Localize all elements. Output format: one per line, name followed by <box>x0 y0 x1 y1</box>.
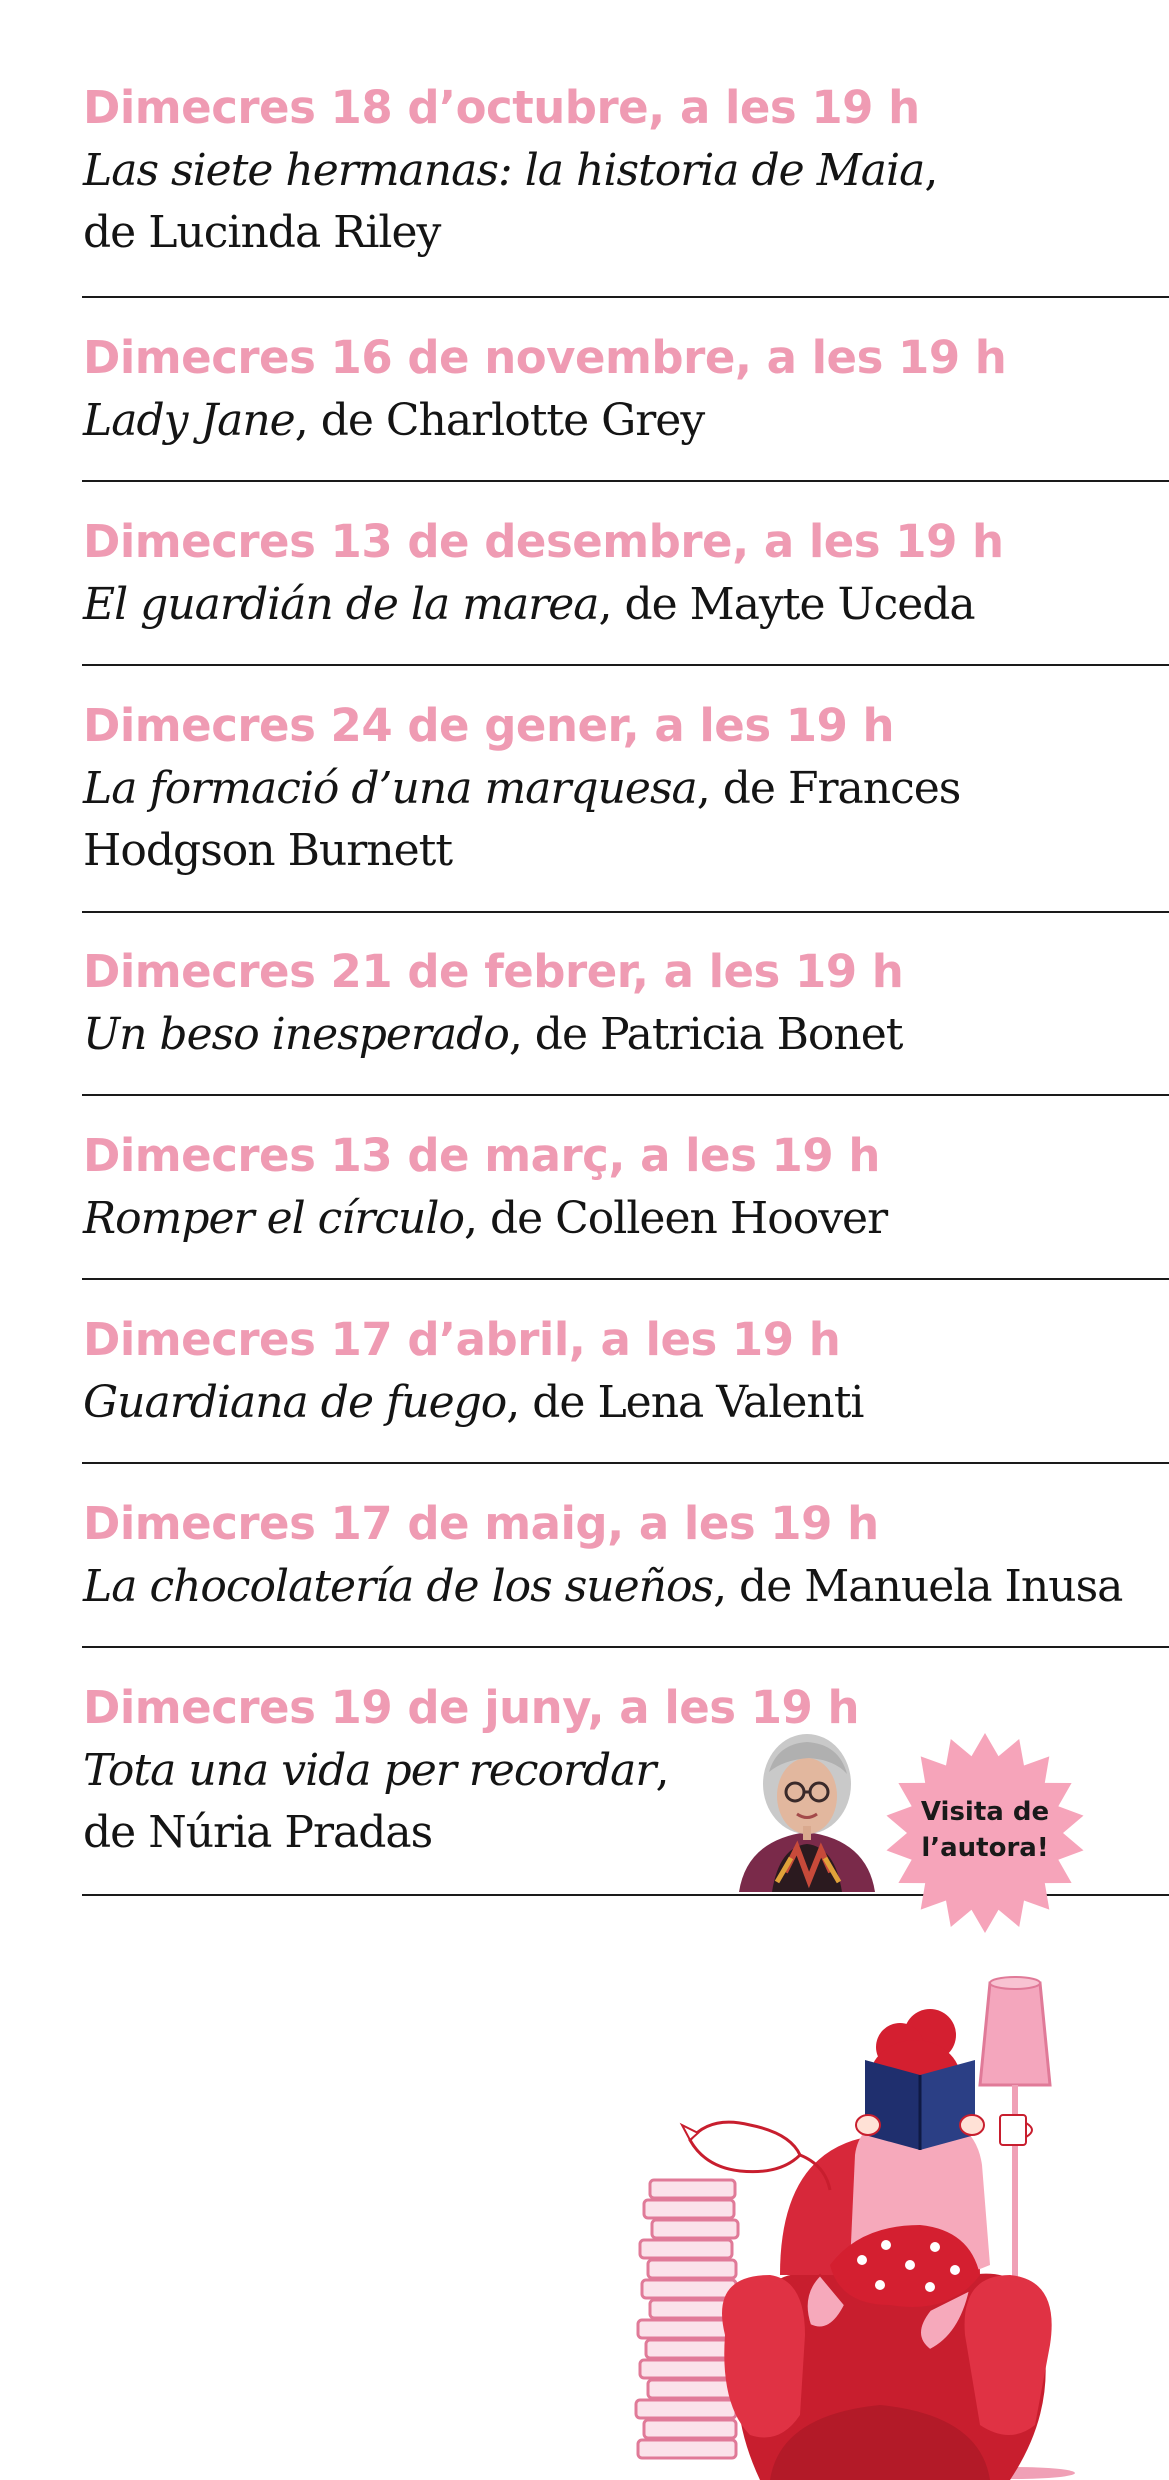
event-item <box>82 1494 1169 1648</box>
book-title: La chocolatería de los sueños <box>83 1561 714 1612</box>
event-item <box>82 512 1169 666</box>
event-item <box>82 1126 1169 1280</box>
book-title: Lady Jane <box>83 395 295 446</box>
book-author: , de Lena Valenti <box>506 1377 864 1428</box>
event-book <box>83 1740 668 1864</box>
event-date: Dimecres 16 de novembre, a les 19 h <box>83 331 1007 384</box>
book-author: , de Mayte Uceda <box>598 579 975 630</box>
event-date: Dimecres 17 de maig, a les 19 h <box>83 1497 879 1550</box>
event-item <box>82 328 1169 482</box>
event-book <box>83 1004 902 1066</box>
event-book <box>83 140 937 264</box>
book-title: Guardiana de fuego <box>83 1377 507 1428</box>
book-author: , <box>655 1745 669 1796</box>
book-title: Las siete hermanas: la historia de Maia <box>83 145 925 196</box>
event-date: Dimecres 13 de desembre, a les 19 h <box>83 515 1004 568</box>
event-item <box>82 942 1169 1096</box>
book-author-line2: de Lucinda Riley <box>83 207 441 258</box>
book-title: Romper el círculo <box>83 1193 464 1244</box>
author-portrait-icon <box>717 1722 897 1892</box>
book-author: , <box>924 145 938 196</box>
book-title: El guardián de la marea <box>83 579 599 630</box>
event-book <box>83 758 960 882</box>
event-item <box>82 1310 1169 1464</box>
badge-line2: l’autora! <box>921 1833 1049 1863</box>
event-date: Dimecres 21 de febrer, a les 19 h <box>83 945 904 998</box>
event-item <box>82 696 1169 913</box>
event-book <box>83 574 975 636</box>
event-date: Dimecres 17 d’abril, a les 19 h <box>83 1313 841 1366</box>
book-author: , de Frances <box>696 763 961 814</box>
event-book <box>83 1372 863 1434</box>
event-date: Dimecres 18 d’octubre, a les 19 h <box>83 81 920 134</box>
event-book <box>83 1556 1122 1618</box>
event-item <box>82 78 1169 298</box>
badge-line1: Visita de <box>920 1797 1050 1827</box>
book-author: , de Charlotte Grey <box>294 395 705 446</box>
book-author: , de Manuela Inusa <box>713 1561 1123 1612</box>
book-title: Un beso inesperado <box>83 1009 509 1060</box>
book-author: , de Colleen Hoover <box>463 1193 888 1244</box>
event-date: Dimecres 19 de juny, a les 19 h <box>83 1681 860 1734</box>
event-date: Dimecres 24 de gener, a les 19 h <box>83 699 895 752</box>
book-author-line2: de Núria Pradas <box>83 1807 433 1858</box>
book-author: , de Patricia Bonet <box>508 1009 903 1060</box>
author-visit-badge <box>880 1728 1090 1938</box>
book-title: La formació d’una marquesa <box>83 763 697 814</box>
book-title: Tota una vida per recordar <box>83 1745 656 1796</box>
book-author-line2: Hodgson Burnett <box>83 825 453 876</box>
event-book <box>83 1188 887 1250</box>
event-book <box>83 390 704 452</box>
badge-text <box>880 1794 1090 1866</box>
woman-reading-armchair-illustration <box>630 1975 1100 2480</box>
event-date: Dimecres 13 de març, a les 19 h <box>83 1129 880 1182</box>
